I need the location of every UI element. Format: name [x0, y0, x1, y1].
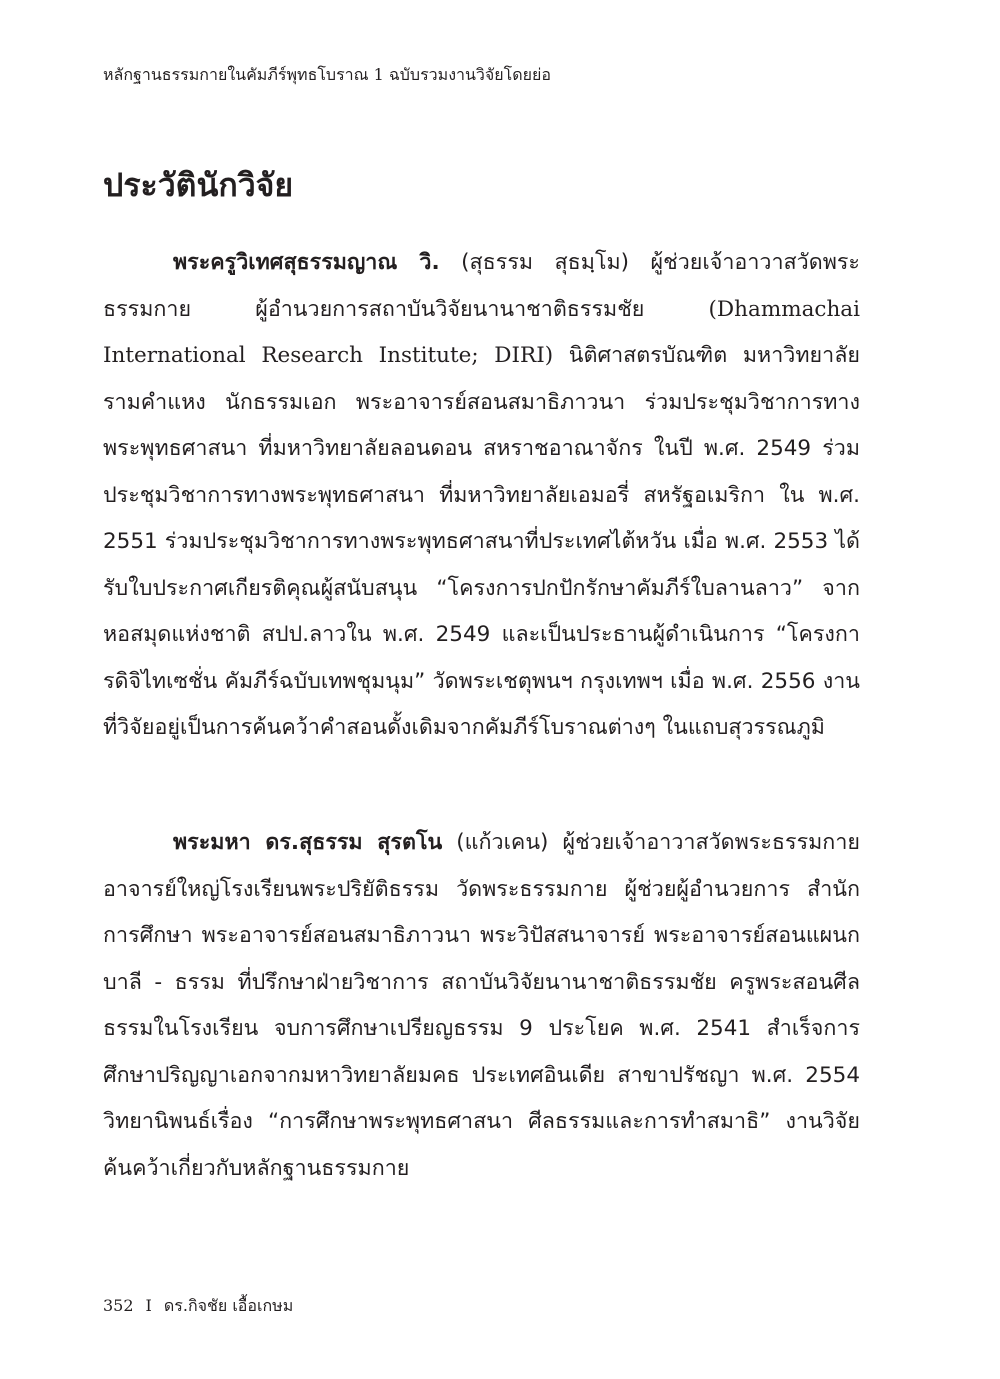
- running-header: [103, 63, 551, 88]
- bio-2-text: (แก้วเคน) ผู้ช่วยเจ้าอาวาสวัดพระธรรมกาย อาจารย์ใหญ่โรงเรียนพระปริยัติธรรม วัดพระธรรมกาย ผู้ช่วยผู้อำนวยการ สำนักการศึกษา พระอาจารย์สอนสมาธิภาวนา พระวิปัสสนาจารย์ พระอาจารย์สอนแผนกบาลี - ธรรม ที่ปรึกษาฝ่ายวิชาการ สถาบันวิจัยนานาชาติธรรมชัย ครูพระสอนศีลธรรมในโรงเรียน จบการศึกษาเปรียญธรรม 9 ประโยค พ.ศ. 2541 สำเร็จการศึกษาปริญญาเอกจากมหาวิทยาลัยมคธ ประเทศอินเดีย สาขาปรัชญา พ.ศ. 2554 วิทยานิพนธ์เรื่อง “การศึกษาพระพุทธศาสนา ศีลธรรมและการทำสมาธิ” งานวิจัยค้นคว้าเกี่ยวกับหลักฐานธรรมกาย: [103, 830, 860, 1181]
- bio-1-institute-english: (Dhammachai International Research Institute; DIRI): [103, 296, 860, 368]
- bio-1-text-part-2: นิติศาสตรบัณฑิต มหาวิทยาลัยรามคำแหง นักธรรมเอก พระอาจารย์สอนสมาธิภาวนา ร่วมประชุมวิชาการทางพระพุทธศาสนา ที่มหาวิทยาลัยลอนดอน สหราชอาณาจักร ในปี พ.ศ. 2549 ร่วมประชุมวิชาการทางพระพุทธศาสนา ที่มหาวิทยาลัยเอมอรี่ สหรัฐอเมริกา ใน พ.ศ. 2551 ร่วมประชุมวิชาการทางพระพุทธศาสนาที่ประเทศไต้หวัน เมื่อ พ.ศ. 2553 ได้รับใบประกาศเกียรติคุณผู้สนับสนุน “โครงการปกปักรักษาคัมภีร์ใบลานลาว” จากหอสมุดแห่งชาติ สปป.ลาวใน พ.ศ. 2549 และเป็นประธานผู้ดำเนินการ “โครงการดิจิไทเซชั่น คัมภีร์ฉบับเทพชุมนุม” วัดพระเชตุพนฯ กรุงเทพฯ เมื่อ พ.ศ. 2556 งานที่วิจัยอยู่เป็นการค้นคว้าคำสอนดั้งเดิมจากคัมภีร์โบราณต่างๆ ในแถบสุวรรณภูมิ: [103, 343, 860, 740]
- running-header-title: หลักฐานธรรมกายในคัมภีร์พุทธโบราณ 1 ฉบับรวมงานวิจัยโดยย่อ: [103, 65, 552, 84]
- page-number: 352: [103, 1296, 134, 1315]
- page-title: ประวัตินักวิจัย: [103, 166, 294, 204]
- researcher-name-2: พระมหา ดร.สุธรรม สุรตโน: [173, 830, 443, 855]
- researcher-name-1: พระครูวิเทศสุธรรมญาณ วิ.: [173, 250, 440, 275]
- researcher-bio-1: [103, 240, 860, 752]
- footer-separator: I: [145, 1296, 152, 1315]
- page-footer: [103, 1294, 293, 1319]
- researcher-bio-2: [103, 820, 860, 1192]
- footer-author: ดร.กิจชัย เอื้อเกษม: [163, 1296, 294, 1315]
- bio-1-text-part-1: (สุธรรม สุธมฺโม) ผู้ช่วยเจ้าอาวาสวัดพระธรรมกาย ผู้อำนวยการสถาบันวิจัยนานาชาติธรรมชัย: [103, 250, 860, 322]
